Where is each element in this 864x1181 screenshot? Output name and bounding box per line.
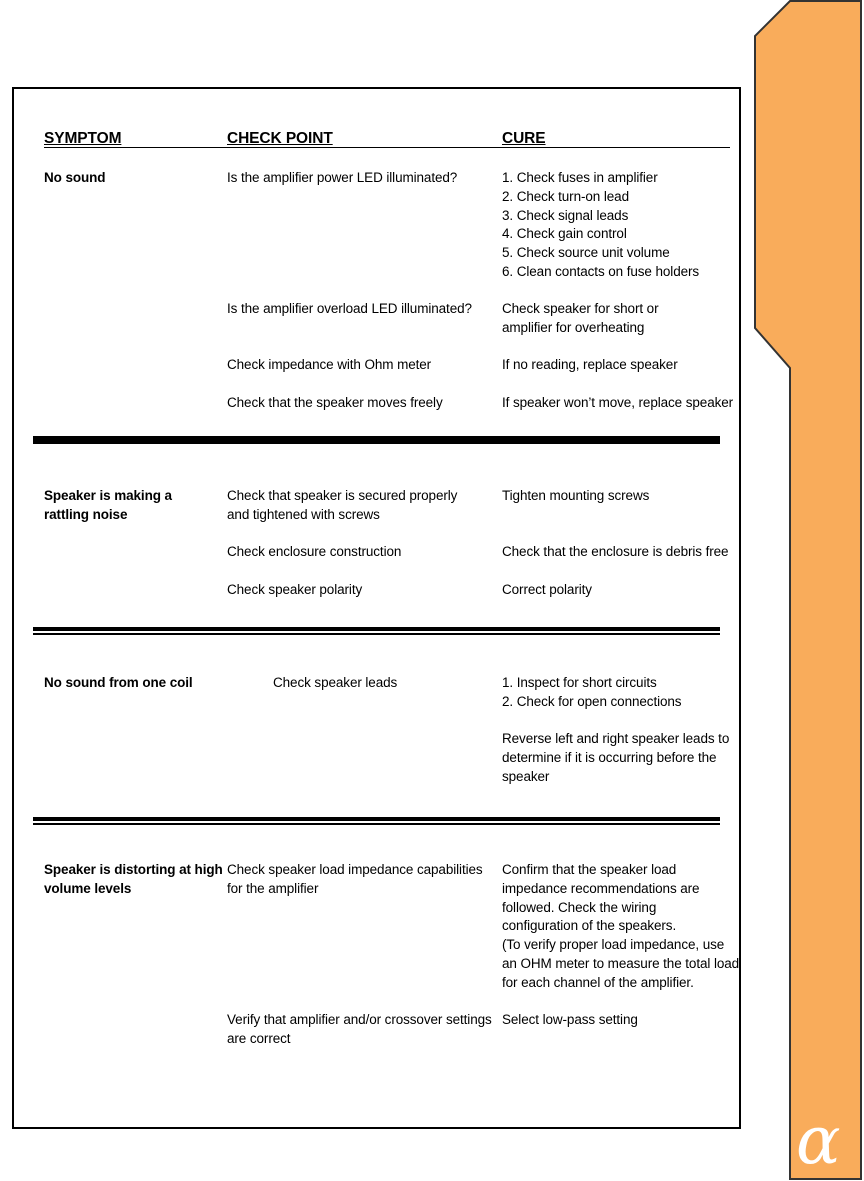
header-rule	[44, 147, 730, 148]
cure: If speaker won’t move, replace speaker	[502, 395, 734, 410]
section-divider	[33, 627, 720, 631]
cure: 1. Inspect for short circuits 2. Check for open connections	[502, 675, 682, 709]
header-check-point: CHECK POINT	[227, 130, 333, 147]
symptom-distorting: Speaker is distorting at high volume levels	[44, 862, 223, 896]
header-symptom: SYMPTOM	[44, 130, 122, 147]
section-divider	[33, 817, 720, 821]
symptom-rattling: Speaker is making a rattling noise	[44, 488, 172, 522]
check-point: Check impedance with Ohm meter	[227, 357, 432, 372]
cure: Reverse left and right speaker leads to determine if it is occurring before the speaker	[502, 731, 730, 784]
cure: Tighten mounting screws	[502, 488, 650, 503]
section-divider	[33, 823, 720, 825]
check-point: Is the amplifier overload LED illuminated?	[227, 301, 472, 316]
header-cure: CURE	[502, 130, 546, 147]
cure: Check speaker for short or amplifier for overheating	[502, 301, 659, 335]
check-point: Check that the speaker moves freely	[227, 395, 443, 410]
section-divider	[33, 436, 720, 444]
cure: Select low-pass setting	[502, 1012, 638, 1027]
check-point: Check speaker leads	[273, 675, 398, 690]
check-point: Verify that amplifier and/or crossover settings are correct	[227, 1012, 492, 1046]
cure: 1. Check fuses in amplifier 2. Check turn-on lead 3. Check signal leads 4. Check gain control 5. Check source unit volume 6. Clean contacts on fuse holders	[502, 170, 700, 279]
alpha-logo-icon: α	[796, 1102, 841, 1179]
check-point: Check that speaker is secured properly and tightened with screws	[227, 488, 458, 522]
check-point: Check enclosure construction	[227, 544, 402, 559]
cure: Check that the enclosure is debris free	[502, 544, 729, 559]
check-point: Check speaker polarity	[227, 582, 363, 597]
symptom-no-sound: No sound	[44, 170, 106, 185]
check-point: Check speaker load impedance capabilities for the amplifier	[227, 862, 483, 896]
check-point: Is the amplifier power LED illuminated?	[227, 170, 458, 185]
section-divider	[33, 633, 720, 635]
cure: If no reading, replace speaker	[502, 357, 678, 372]
symptom-one-coil: No sound from one coil	[44, 675, 193, 690]
cure: Correct polarity	[502, 582, 592, 597]
cure: Confirm that the speaker load impedance recommendations are followed. Check the wiring configuration of the speakers. (To verify proper load impedance, use an OHM meter to measure the total load for each channel of the amplifier.	[502, 862, 740, 990]
